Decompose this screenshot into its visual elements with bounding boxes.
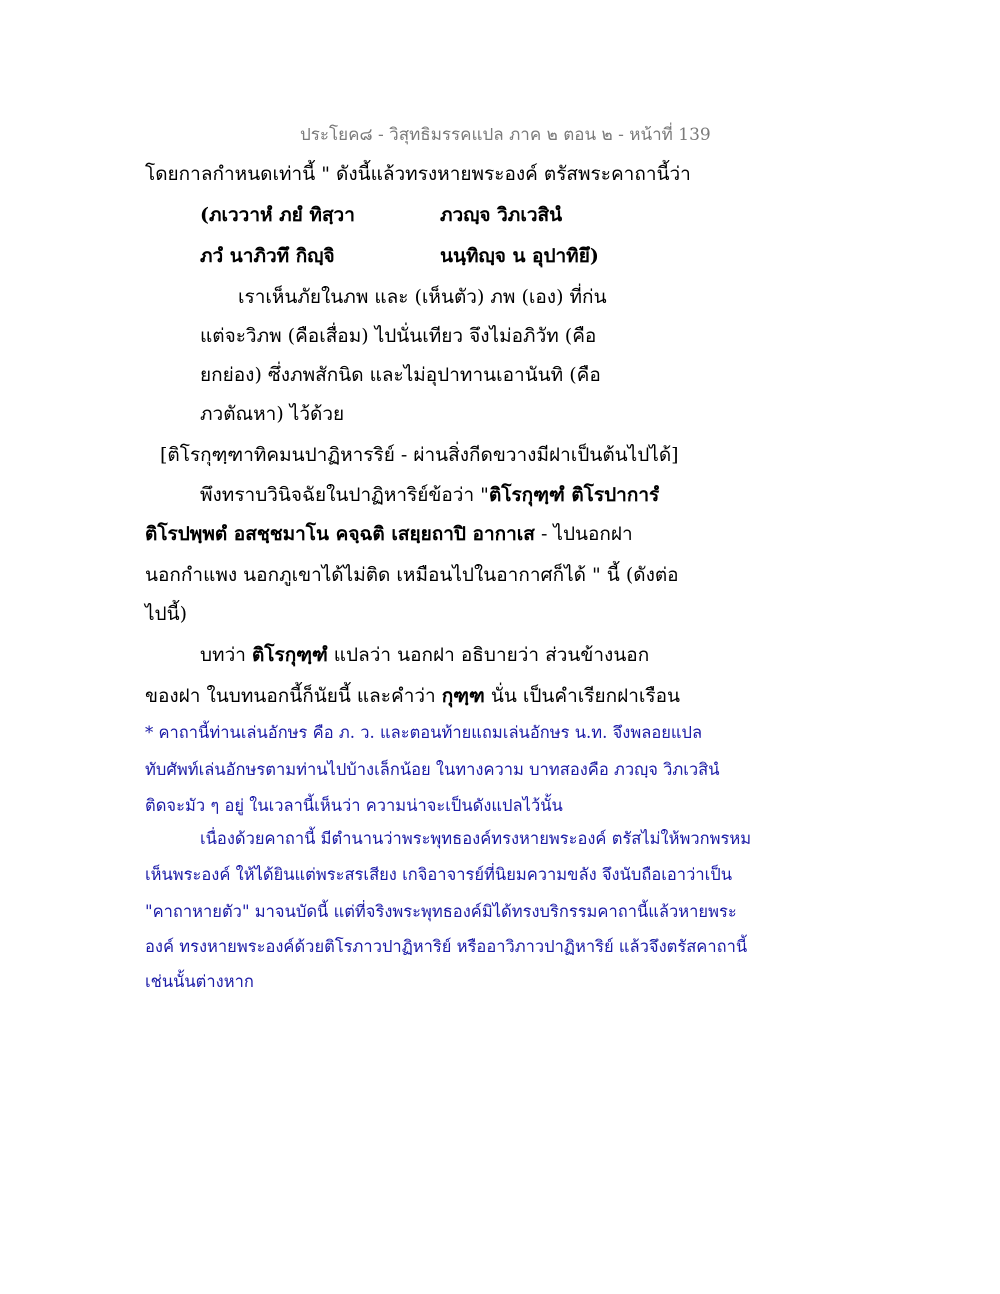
section-title: [ติโรกุฑฺฑาทิคมนปาฏิหารริย์ - ผ่านสิ่งกีดขวางมีฝาเป็นต้นไปได้] — [160, 444, 679, 466]
p3-b: นั่น เป็นคำเรียกฝาเรือน — [484, 685, 681, 707]
footnote-line: เนื่องด้วยคาถานี้ มีตำนานว่าพระพุทธองค์ทรงหายพระองค์ ตรัสไม่ให้พวกพรหม — [200, 829, 752, 848]
body-line: โดยกาลกำหนดเท่านี้ " ดังนี้แล้วทรงหายพระองค์ ตรัสพระคาถานี้ว่า — [145, 163, 691, 185]
paragraph-2-line-2 — [145, 682, 680, 710]
footnote-line: "คาถาหายตัว" มาจนบัดนี้ แต่ที่จริงพระพุทธองค์มิได้ทรงบริกรรมคาถานี้แล้วหายพระ — [145, 902, 737, 921]
p1-pali-1: ติโรกุฑฺฑํ ติโรปาการํ — [488, 484, 660, 506]
paragraph-1-line-2 — [145, 520, 633, 548]
verse-line-1b: ภวญฺจ วิภเวสินํ — [440, 204, 563, 226]
paragraph-2-line-1 — [200, 641, 649, 669]
p1-rest: - ไปนอกฝา — [534, 523, 633, 545]
footnote-line: เห็นพระองค์ ให้ได้ยินแต่พระสรเสียง เกจิอาจารย์ที่นิยมความขลัง จึงนับถือเอาว่าเป็น — [145, 865, 732, 884]
translation-line: เราเห็นภัยในภพ และ (เห็นตัว) ภพ (เอง) ที่ก่น — [238, 286, 607, 308]
footnote-line: ทับศัพท์เล่นอักษรตามท่านไปบ้างเล็กน้อย ในทางความ บาทสองคือ ภวญฺจ วิภเวสินํ — [145, 760, 720, 779]
paragraph-1-line-1 — [200, 481, 659, 509]
footnote-line: เช่นนั้นต่างหาก — [145, 972, 254, 991]
translation-line: ยกย่อง) ซึ่งภพสักนิด และไม่อุปาทานเอานันทิ (คือ — [200, 364, 601, 386]
p3-pali: กุฑฺฑ — [441, 685, 485, 707]
p1-intro: พึงทราบวินิจฉัยในปาฏิหาริย์ข้อว่า " — [200, 484, 489, 506]
verse-line-1a: (ภเววาหํ ภยํ ทิสฺวา — [200, 204, 355, 226]
footnote-line: * คาถานี้ท่านเล่นอักษร คือ ภ. ว. และตอนท้ายแถมเล่นอักษร น.ท. จึงพลอยแปล — [145, 723, 703, 742]
p3-a: ของฝา ในบทนอกนี้ก็นัยนี้ และคำว่า — [145, 685, 442, 707]
p2-b: แปลว่า นอกฝา อธิบายว่า ส่วนข้างนอก — [327, 644, 650, 666]
footnote-line: องค์ ทรงหายพระองค์ด้วยติโรภาวปาฏิหาริย์ หรืออาวิภาวปาฏิหาริย์ แล้วจึงตรัสคาถานี้ — [145, 937, 748, 956]
p1-pali-2: ติโรปพฺพตํ อสชฺชมาโน คจฺฉติ เสยฺยถาปิ อากาเส — [145, 523, 535, 545]
paragraph-1-line-4: ไปนี้) — [145, 603, 188, 625]
footnote-line: ติดจะมัว ๆ อยู่ ในเวลานี้เห็นว่า ความน่าจะเป็นดังแปลไว้นั้น — [145, 796, 563, 815]
translation-line: แต่จะวิภพ (คือเสื่อม) ไปนั่นเทียว จึงไม่อภิวัท (คือ — [200, 325, 597, 347]
translation-line: ภวตัณหา) ไว้ด้วย — [200, 403, 345, 425]
page-header: ประโยค๘ - วิสุทธิมรรคแปล ภาค ๒ ตอน ๒ - หน้าที่ 139 — [300, 125, 711, 145]
verse-line-2a: ภวํ นาภิวทึ กิญฺจิ — [200, 245, 335, 267]
p2-a: บทว่า — [200, 644, 252, 666]
p2-pali: ติโรกุฑฺฑํ — [251, 644, 328, 666]
paragraph-1-line-3: นอกกำแพง นอกภูเขาได้ไม่ติด เหมือนไปในอากาศก็ได้ " นี้ (ดังต่อ — [145, 564, 679, 586]
verse-line-2b: นนฺทิญฺจ น อุปาทิยึ) — [440, 245, 599, 267]
